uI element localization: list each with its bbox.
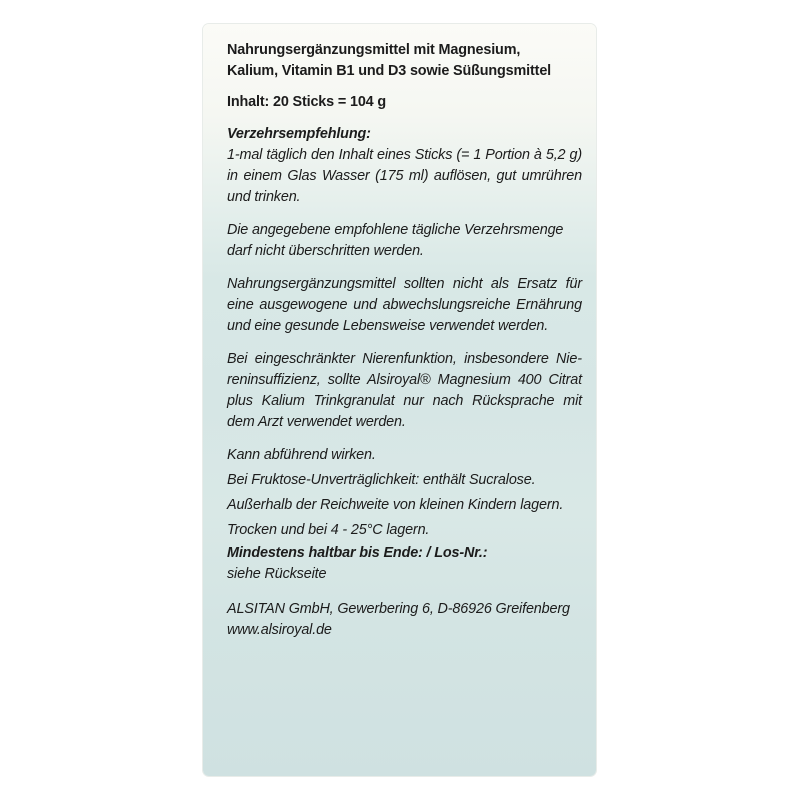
kidney-warning-text: Bei eingeschränkter Nierenfunktion, insbesondere Niereninsuffizienz, sollte Alsiroyal® Magnesium 400 Citrat plus Kalium Trinkgranulat nur nach Rücksprache mit dem Arzt verwendet werden. — [227, 351, 582, 430]
product-title-line2: Kalium, Vitamin B1 und D3 sowie Süßungsmittel — [227, 63, 552, 79]
manufacturer-address: ALSITAN GmbH, Gewerbering 6, D-86926 Greifenberg — [227, 601, 570, 617]
contents: Inhalt: 20 Sticks = 104 g — [227, 94, 387, 110]
best-before-heading: Mindestens haltbar bis Ende: / Los-Nr.: — [227, 545, 488, 561]
fructose-text: Bei Fruktose-Unverträglichkeit: enthält Sucralose. — [227, 472, 536, 488]
dosage-text: 1-mal täglich den Inhalt eines Sticks (= 1 Portion à 5,2 g) in einem Glas Wasser (175 ml) auflösen, gut umrühren und trinken. — [227, 147, 582, 205]
product-title-line1: Nahrungsergänzungsmittel mit Magnesium, — [227, 42, 521, 58]
no-substitute-text: Nahrungsergänzungsmittel sollten nicht als Ersatz für eine ausgewogene und abwechslungsreiche Ernährung und eine gesunde Lebensweise verwendet werden. — [227, 276, 582, 334]
children-warning-text: Außerhalb der Reichweite von kleinen Kindern lagern. — [227, 497, 564, 513]
best-before-text: siehe Rückseite — [227, 566, 327, 582]
laxative-text: Kann abführend wirken. — [227, 447, 376, 463]
website: www.alsiroyal.de — [227, 622, 332, 638]
daily-limit-text: Die angegebene empfohlene tägliche Verzehrsmenge darf nicht überschritten werden. — [227, 222, 564, 259]
dosage-heading: Verzehrsempfehlung: — [227, 126, 371, 142]
label-text — [227, 40, 582, 641]
storage-text: Trocken und bei 4 - 25°C lagern. — [227, 522, 430, 538]
